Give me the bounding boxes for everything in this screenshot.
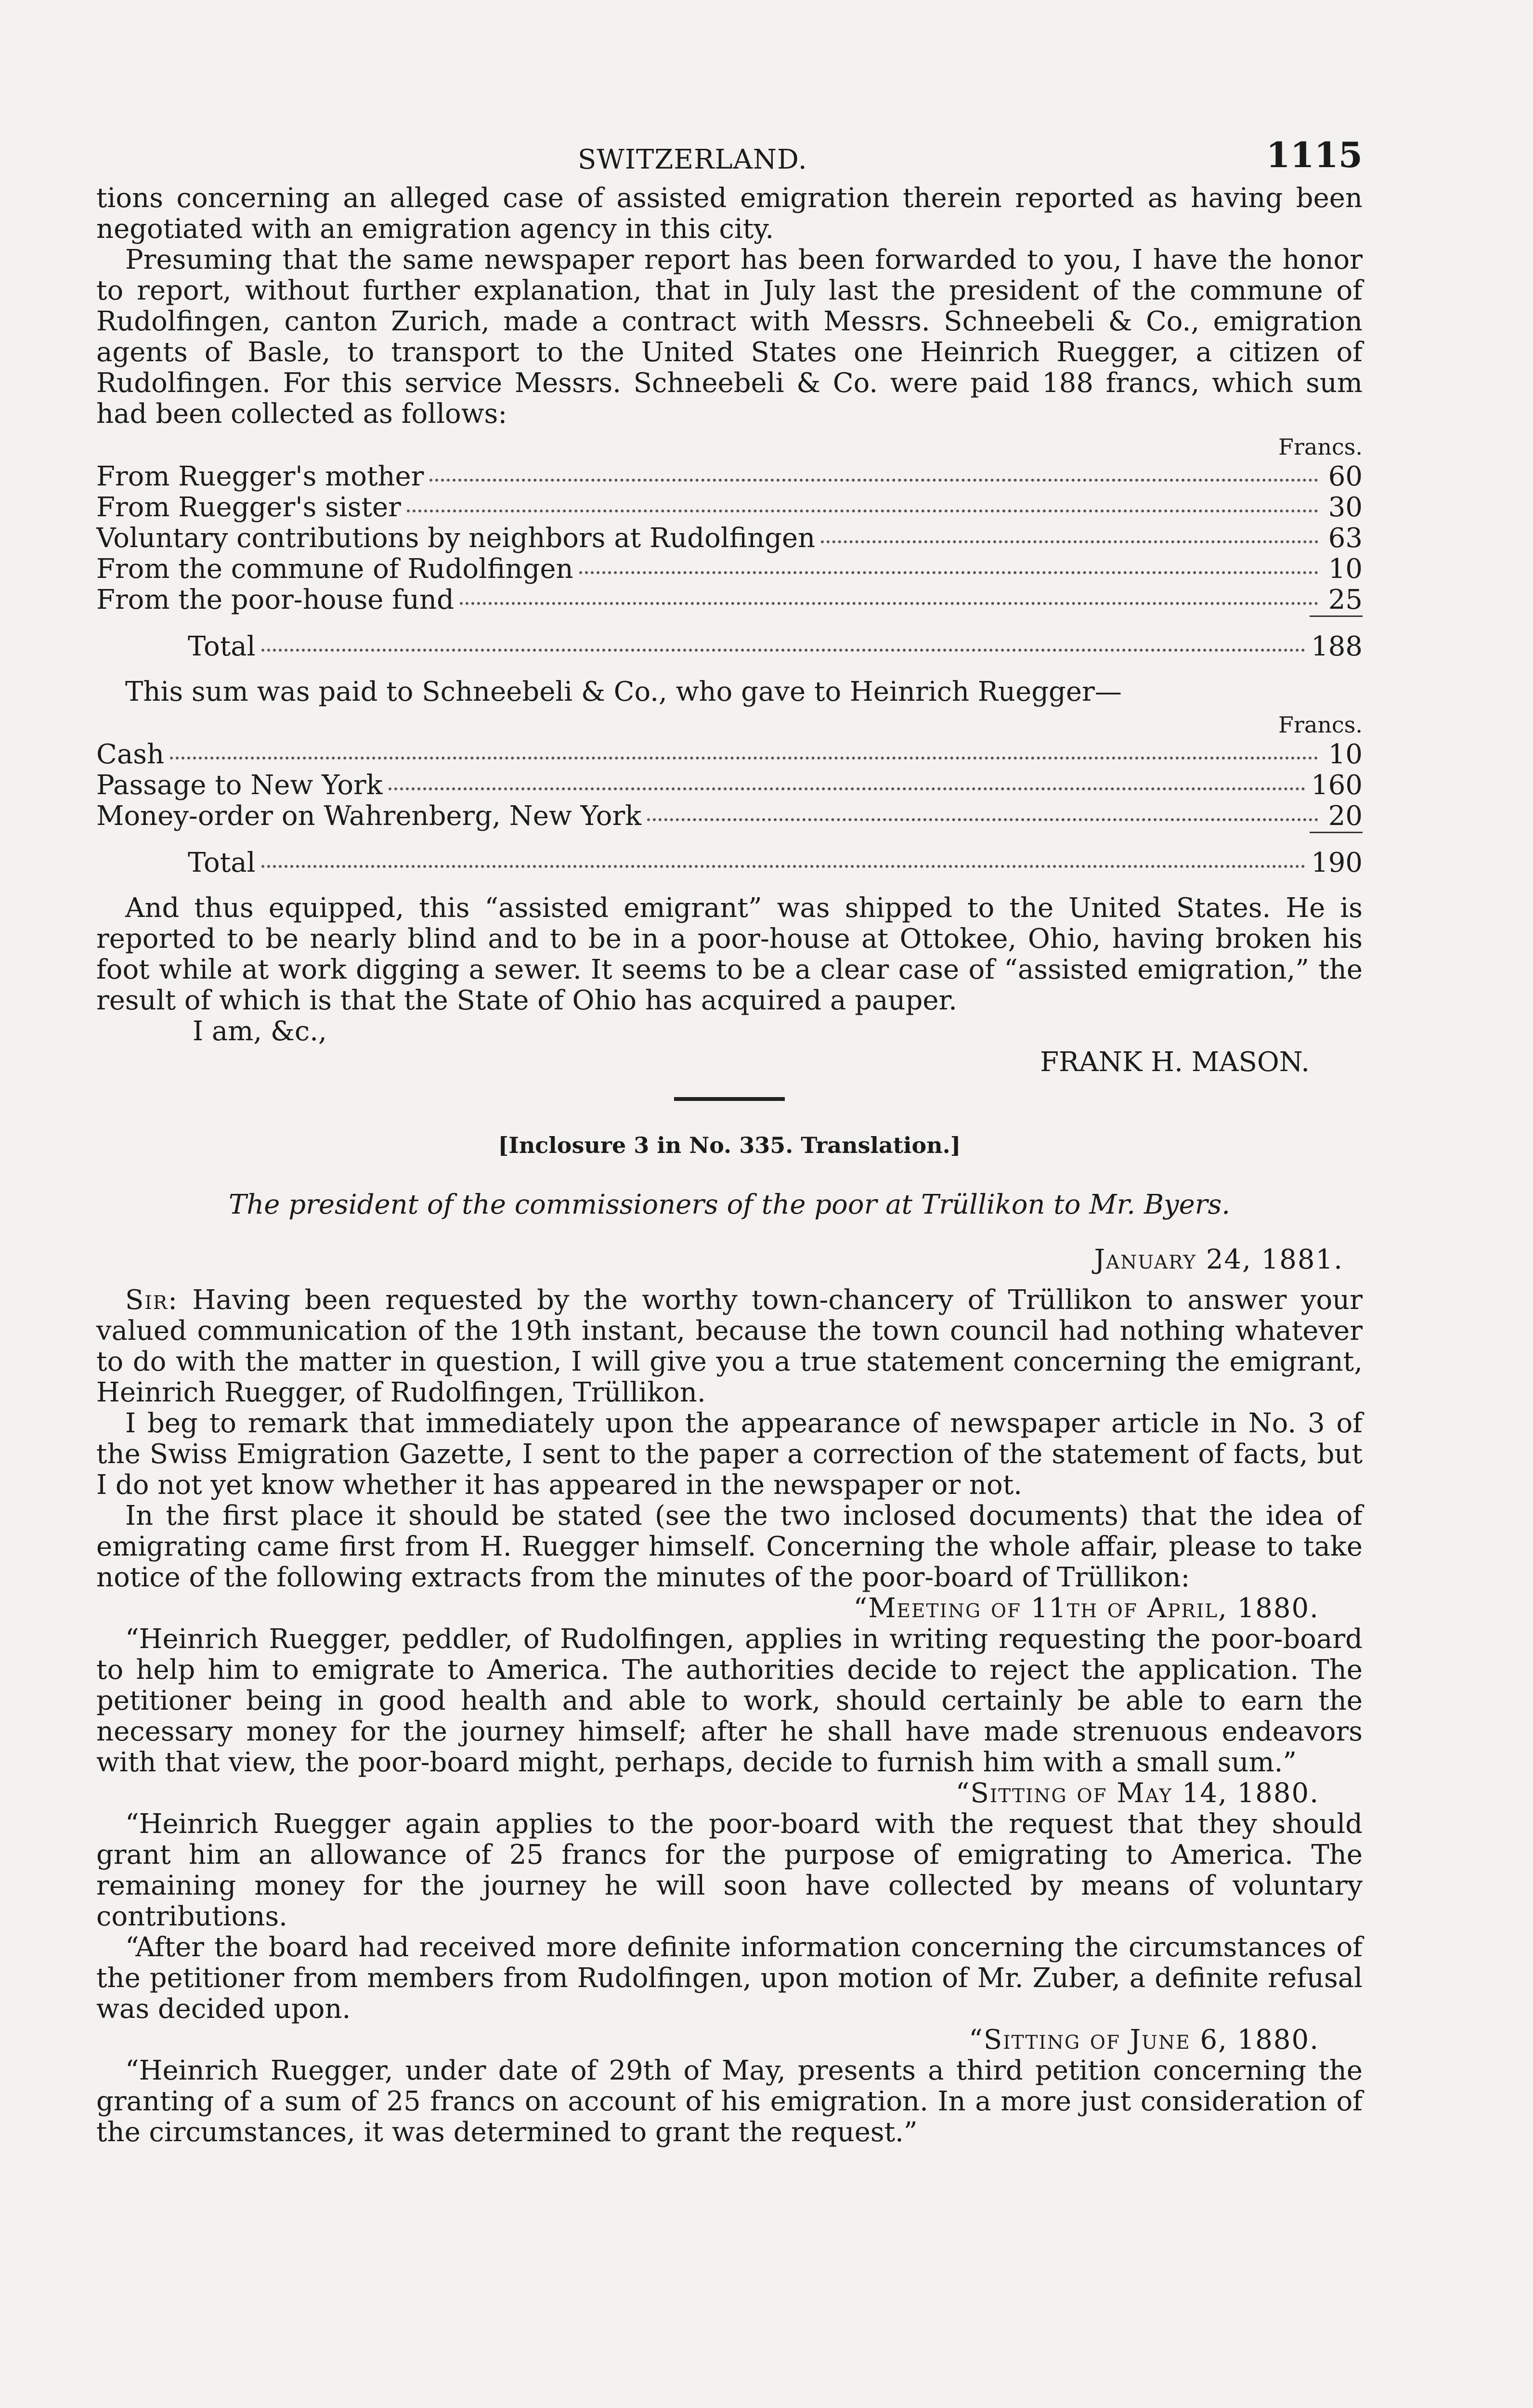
table-row — [96, 523, 1363, 554]
table-row — [96, 801, 1363, 832]
table-row — [96, 585, 1363, 615]
page-header — [96, 134, 1363, 183]
enclosure-label: [Inclosure 3 in No. 335. Translation.] — [498, 1132, 961, 1158]
letter-date: January 24, 1881. — [1094, 1244, 1343, 1275]
sum-rule — [1310, 832, 1363, 833]
row-label: From the poor-house fund — [96, 584, 454, 615]
table-unit-label: Francs. — [1278, 434, 1363, 460]
minute-heading: “Sitting of May 14, 1880. — [955, 1778, 1319, 1809]
minute-heading: “Meeting of 11th of April, 1880. — [853, 1593, 1319, 1624]
minute-heading: “Sitting of June 6, 1880. — [969, 2024, 1319, 2055]
total-value: 188 — [1311, 631, 1363, 662]
minute-text: “Heinrich Ruegger, under date of 29th of May, presents a third petition concerning the granting of a sum of 25 francs on account of his emigration. In a more just consideration of the circumstances, it was determined to grant the request.” — [96, 2055, 1363, 2148]
letter-paragraph-2: I beg to remark that immediately upon the appearance of newspaper article in No. 3 of the Swiss Emigration Gazette, I sent to the paper a correction of the statement of facts, but I do not yet know whether it has appeared in the newspaper or not. — [96, 1408, 1363, 1501]
salutation-lead: Sir: — [125, 1284, 179, 1316]
table-unit-label: Francs. — [1278, 712, 1363, 738]
disbursement-table — [96, 710, 1363, 878]
total-label: Total — [188, 847, 256, 878]
row-value: 20 — [1328, 800, 1363, 832]
leader-dots — [170, 757, 1318, 759]
leader-dots — [389, 787, 1305, 790]
salutation: I am, &c., — [193, 1016, 327, 1047]
leader-dots — [261, 649, 1306, 652]
letter-heading: The president of the commissioners of the poor at Trüllikon to Mr. Byers. — [228, 1189, 1231, 1220]
row-label: From Ruegger's sister — [96, 492, 401, 523]
row-value: 63 — [1328, 523, 1363, 554]
row-value: 30 — [1328, 492, 1363, 523]
page-number: 1115 — [1266, 134, 1363, 175]
table-row — [96, 739, 1363, 770]
table-row — [96, 461, 1363, 492]
row-value: 10 — [1328, 739, 1363, 770]
table-row — [96, 492, 1363, 523]
row-label: Money-order on Wahrenberg, New York — [96, 800, 642, 832]
leader-dots — [429, 479, 1318, 482]
row-label: Cash — [96, 739, 165, 770]
row-value: 10 — [1328, 553, 1363, 585]
total-value: 190 — [1311, 847, 1363, 878]
intro-paragraph-2: Presuming that the same newspaper report has been forwarded to you, I have the honor to report, without further explanation, that in July last the president of the commune of Rudolfingen, canton Zurich, made a contract with Messrs. Schneebeli & Co., emigration agents of Basle, to transport to the United States one Heinrich Ruegger, a citizen of Rudolfingen. For this service Messrs. Schneebeli & Co. were paid 188 francs, which sum had been collected as follows: — [96, 244, 1363, 430]
paragraph-text: Having been requested by the worthy town-chancery of Trüllikon to answer your valued communication of the 19th instant, because the town council had nothing whatever to do with the matter in question, I will give you a true statement concerning the emigrant, Heinrich Ruegger, of Rudolfingen, Trüllikon. — [96, 1284, 1363, 1408]
minute-text: “After the board had received more definite information concerning the circumstances of the petitioner from members from Rudolfingen, upon motion of Mr. Zuber, a definite refusal was decided upon. — [96, 1932, 1363, 2025]
row-label: Voluntary contributions by neighbors at Rudolfingen — [96, 523, 816, 554]
document-page — [96, 134, 1363, 2148]
sum-rule — [1310, 615, 1363, 617]
table-row — [96, 770, 1363, 801]
minute-text: “Heinrich Ruegger, peddler, of Rudolfingen, applies in writing requesting the poor-board to help him to emigrate to America. The authorities decide to reject the application. The petitioner being in good health and able to work, should certainly be able to earn the necessary money for the journey himself; after he shall have made strenuous endeavors with that view, the poor-board might, perhaps, decide to furnish him with a small sum.” — [96, 1623, 1363, 1778]
total-label: Total — [188, 631, 256, 662]
leader-dots — [647, 818, 1318, 821]
intro-paragraph-1: tions concerning an alleged case of assisted emigration therein reported as having been negotiated with an emigration agency in this city. — [96, 183, 1363, 245]
signature: FRANK H. MASON. — [1040, 1047, 1310, 1078]
leader-dots — [821, 540, 1318, 543]
leader-dots — [579, 571, 1318, 574]
row-label: Passage to New York — [96, 770, 383, 801]
table-row — [96, 554, 1363, 585]
row-value: 60 — [1328, 461, 1363, 492]
letter-paragraph-1 — [96, 1285, 1363, 1408]
leader-dots — [407, 510, 1318, 512]
running-title: SWITZERLAND. — [578, 144, 807, 175]
row-value: 25 — [1328, 584, 1363, 615]
contributions-table — [96, 432, 1363, 662]
leader-dots — [261, 865, 1306, 868]
section-divider — [674, 1097, 785, 1101]
table-total-row — [96, 848, 1363, 878]
leader-dots — [460, 602, 1318, 605]
closing-paragraph: And thus equipped, this “assisted emigrant” was shipped to the United States. He is reported to be nearly blind and to be in a poor-house at Ottokee, Ohio, having broken his foot while at work digging a sewer. It seems to be a clear case of “assisted emigration,” the result of which is that the State of Ohio has acquired a pauper. — [96, 892, 1363, 1016]
letter-paragraph-3: In the first place it should be stated (see the two inclosed documents) that the idea of emigrating came first from H. Ruegger himself. Concerning the whole affair, please to take notice of the following extracts from the minutes of the poor-board of Trüllikon: — [96, 1500, 1363, 1593]
mid-paragraph: This sum was paid to Schneebeli & Co., who gave to Heinrich Ruegger— — [125, 676, 1122, 707]
row-label: From Ruegger's mother — [96, 461, 424, 492]
minute-text: “Heinrich Ruegger again applies to the poor-board with the request that they should grant him an allowance of 25 francs for the purpose of emigrating to America. The remaining money for the journey he will soon have collected by means of voluntary contributions. — [96, 1808, 1363, 1932]
row-value: 160 — [1311, 770, 1363, 801]
row-label: From the commune of Rudolfingen — [96, 553, 573, 585]
table-total-row — [96, 631, 1363, 662]
